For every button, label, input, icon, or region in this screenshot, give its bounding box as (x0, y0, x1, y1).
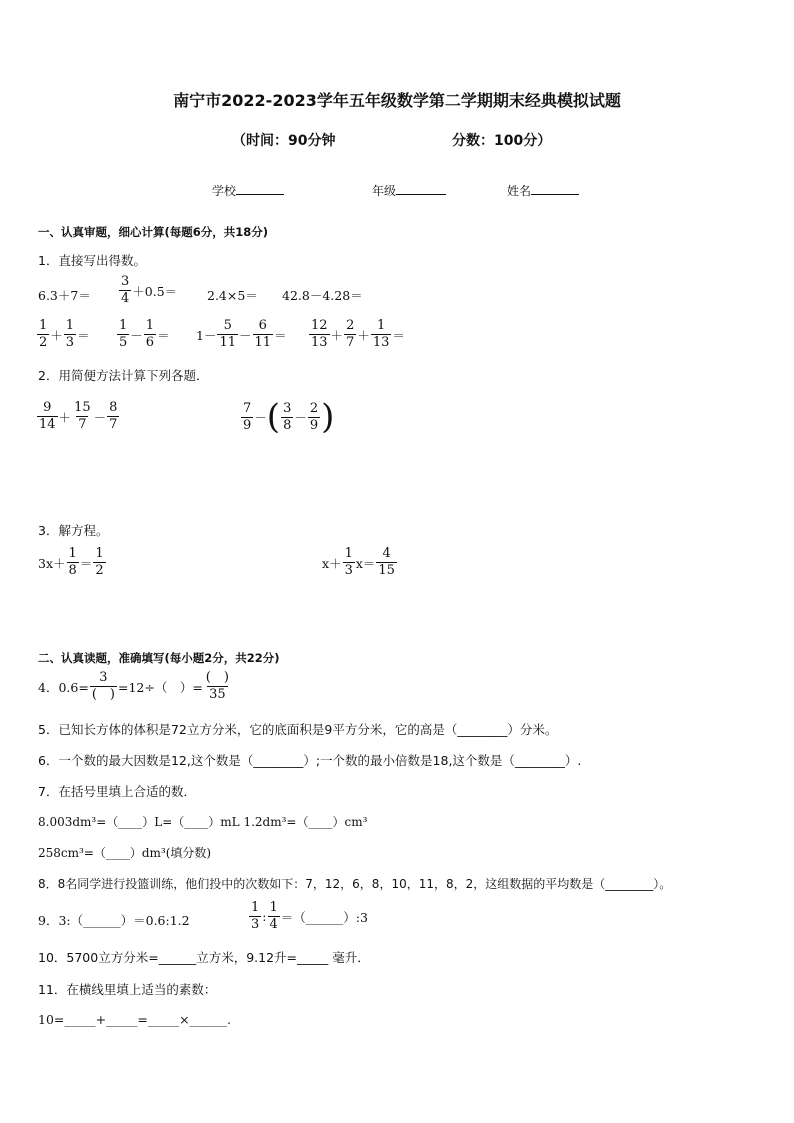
q1-g: 1－ $\frac{5}{11}$ － $\frac{6}{11}$ ＝ (196, 318, 287, 350)
fraction: $\frac{7}{9}$ (243, 400, 252, 433)
grade-field (372, 182, 446, 199)
fraction: $\frac{1}{2}$ (95, 546, 104, 578)
q1-f: $\frac{1}{5}$ － $\frac{1}{6}$ ＝ (119, 318, 170, 350)
grade-blank[interactable] (396, 182, 446, 195)
fraction: $\frac{12}{13}$ (311, 318, 328, 350)
name-label: 姓名 (507, 184, 532, 198)
fraction: $\frac{9}{14}$ (39, 400, 56, 432)
q1-d: 42.8－4.28＝ (282, 288, 363, 303)
section2-heading: 二、认真读题，准确填写(每小题2分，共22分) (38, 651, 280, 665)
q3-b-lead: x＋ (322, 555, 342, 571)
q2-text: 2．用简便方法计算下列各题． (38, 368, 209, 383)
q4-den-blank[interactable]: ( ) (91, 687, 115, 702)
q3-b (322, 546, 398, 579)
q7-a: 8.003dm³=（____）L=（____）mL 1.2dm³=（____）cm³ (38, 815, 368, 829)
fraction: $\frac{1}{3}$ (251, 900, 260, 932)
q2-b: $\frac{7}{9}$ － ( $\frac{3}{8}$ － $\frac{2}{9}$ ) (243, 397, 335, 437)
fraction: $\frac{6}{11}$ (254, 318, 272, 350)
grade-label: 年级 (372, 184, 397, 198)
right-paren: ) (321, 397, 335, 437)
fraction (204, 670, 231, 703)
school-blank[interactable] (236, 182, 284, 195)
fraction: $\frac{15}{7}$ (74, 400, 91, 432)
q1-f-eq: ＝ (157, 327, 170, 343)
q9-b: $\frac{1}{3}$ : $\frac{1}{4}$ ＝（______）:3 (251, 900, 368, 932)
fraction: $\frac{1}{5}$ (119, 318, 128, 350)
q5: 5．已知长方体的体积是72立方分米，它的底面积是9平方分米，它的高是（________）分米。 (38, 722, 558, 737)
exam-time: （时间：90分钟 (232, 133, 336, 149)
q8: 8．8名同学进行投篮训练，他们投中的次数如下：7，12，6，8，10，11，8，2，这组数据的平均数是（________）。 (38, 877, 672, 891)
q10: 10．5700立方分米=______立方米，9.12升=_____ 毫升． (38, 950, 370, 965)
q4-num: 3 (99, 670, 108, 685)
fraction: $\frac{1}{2}$ (39, 318, 48, 350)
q1-a: 6.3＋7＝ (38, 288, 91, 303)
q4-den: 35 (209, 687, 226, 702)
name-blank[interactable] (531, 182, 579, 195)
fraction: $\frac{1}{8}$ (68, 546, 77, 578)
q1-g-lead: 1－ (196, 327, 217, 343)
q4-lead: 4．0.6= (38, 679, 89, 695)
fraction: $\frac{1}{3}$ (344, 546, 353, 578)
q9-a: 9．3:（______）＝0.6:1.2 (38, 913, 190, 928)
q1-b (118, 274, 177, 307)
q3-a-lead: 3x＋ (38, 555, 66, 571)
fraction: $\frac{2}{9}$ (309, 400, 319, 433)
fraction: $\frac{3}{4}$ (121, 274, 130, 306)
q3-text: 3．解方程。 (38, 523, 109, 538)
q4-mid: =12÷（ ）= (117, 679, 203, 695)
q6: 6．一个数的最大因数是12,这个数是（________）;一个数的最小倍数是18,这个数是（________）. (38, 753, 582, 768)
q7-b: 258cm³=（____）dm³(填分数) (38, 846, 212, 860)
page-title: 南宁市2022-2023学年五年级数学第二学期期末经典模拟试题 (173, 91, 621, 110)
left-paren: ( (266, 397, 281, 437)
q1-g-eq: ＝ (274, 327, 287, 343)
q1-c: 2.4×5＝ (207, 288, 258, 303)
q11-b: 10=_____+_____=_____×______. (38, 1012, 232, 1027)
q4 (38, 670, 232, 703)
fraction: $\frac{8}{7}$ (109, 400, 118, 432)
school-field (212, 182, 284, 199)
q1-b-tail: ＋0.5＝ (132, 283, 178, 299)
q3-a-eq: ＝ (79, 555, 93, 571)
fraction: $\frac{1}{4}$ (269, 900, 278, 932)
q1-e: $\frac{1}{2}$ ＋ $\frac{1}{3}$ ＝ (39, 318, 90, 350)
q3-a (38, 546, 107, 579)
fraction: $\frac{1}{6}$ (145, 318, 155, 350)
q1-h: $\frac{12}{13}$ ＋ $\frac{2}{7}$ ＋ $\frac{1}{13}$ ＝ (311, 318, 405, 350)
section1-heading: 一、认真审题，细心计算(每题6分，共18分) (38, 225, 269, 239)
fraction (90, 670, 117, 703)
fraction: $\frac{1}{3}$ (65, 318, 75, 350)
fraction: $\frac{1}{13}$ (372, 318, 390, 350)
q1-h-eq: ＝ (392, 327, 405, 343)
q9-b-tail: ＝（______）:3 (280, 909, 368, 925)
q1-text: 1．直接写出得数。 (38, 253, 146, 268)
q3-b-mid: x＝ (355, 555, 376, 571)
name-field (507, 182, 579, 199)
fraction: $\frac{5}{11}$ (219, 318, 236, 350)
exam-score: 分数：100分） (452, 133, 552, 149)
school-label: 学校 (212, 184, 237, 198)
q2-a: $\frac{9}{14}$ ＋ $\frac{15}{7}$ － $\frac{8}{7}$ (39, 400, 118, 432)
q11: 11．在横线里填上适当的素数： (38, 982, 217, 997)
q7: 7．在括号里填上合适的数． (38, 784, 196, 799)
fraction: $\frac{2}{7}$ (346, 318, 355, 350)
fraction: $\frac{4}{15}$ (378, 546, 395, 578)
q1-e-eq: ＝ (77, 327, 90, 343)
q4-num-blank[interactable]: ( ) (205, 670, 229, 685)
fraction: $\frac{3}{8}$ (283, 400, 292, 433)
